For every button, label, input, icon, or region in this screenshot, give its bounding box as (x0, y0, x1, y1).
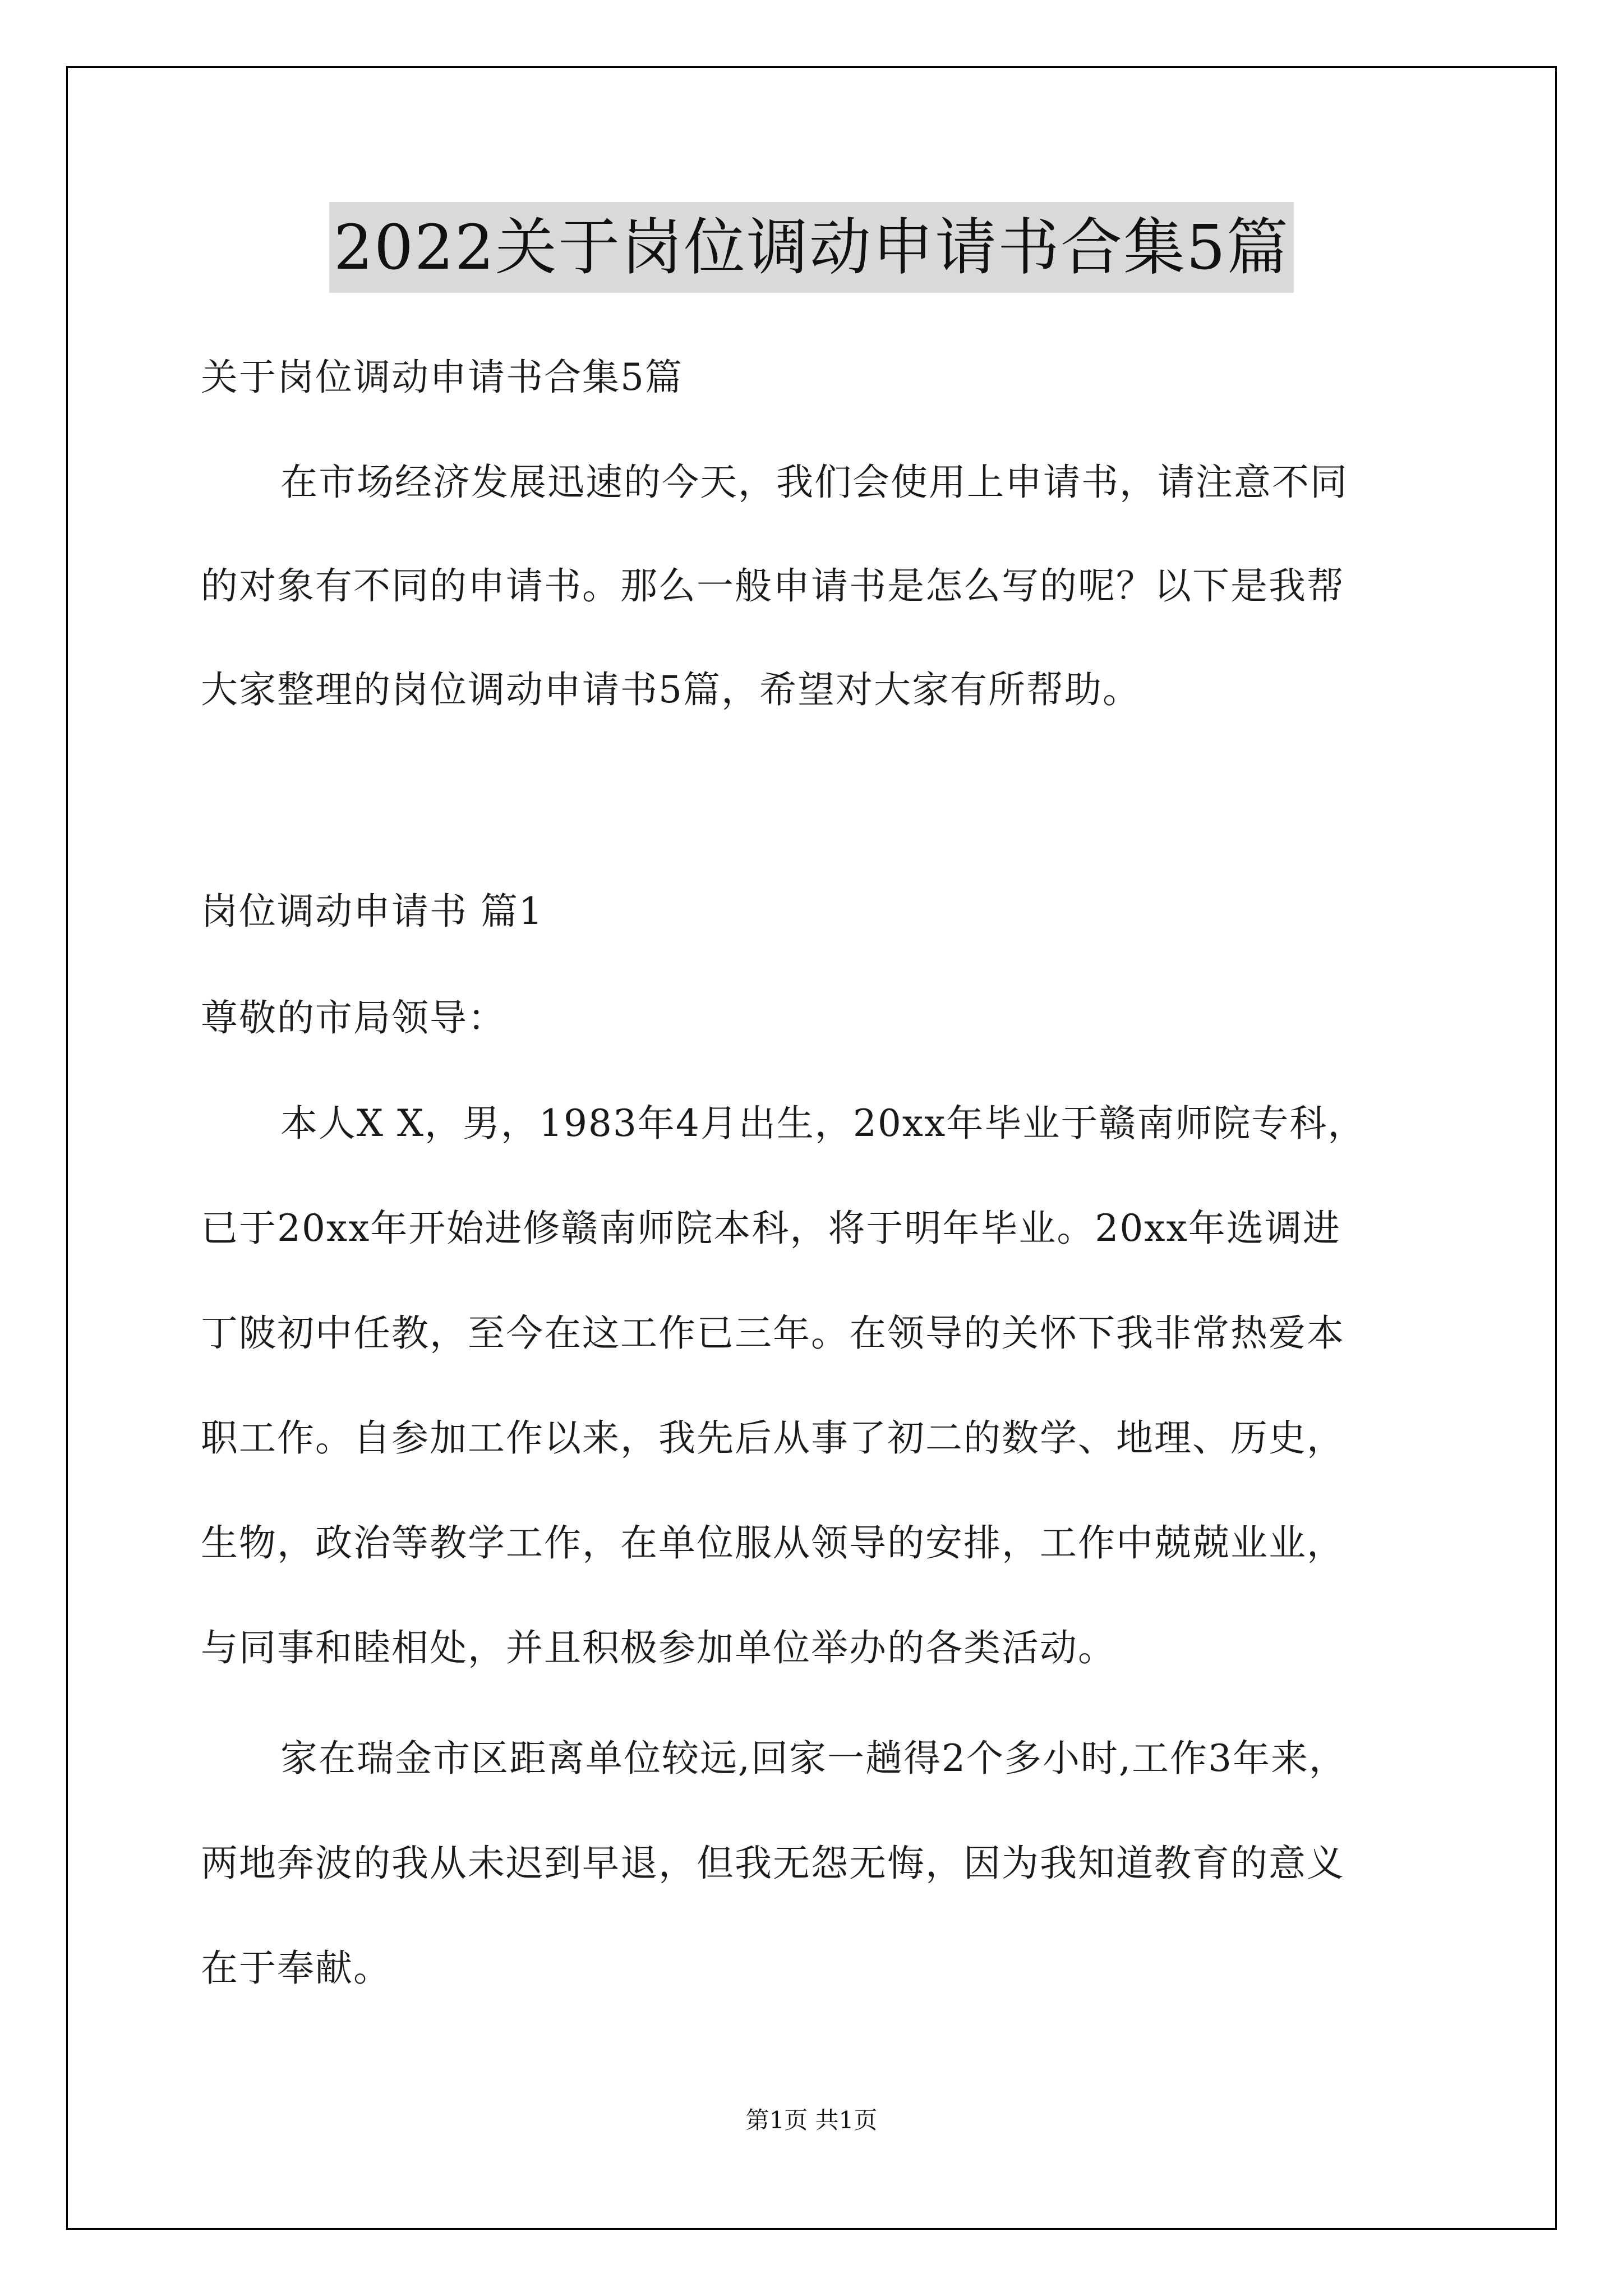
paragraph1-line-4: 职工作。自参加工作以来，我先后从事了初二的数学、地理、历史， (201, 1416, 1345, 1460)
paragraph1-line-2: 已于20xx年开始进修赣南师院本科，将于明年毕业。20xx年选调进 (201, 1207, 1341, 1250)
paragraph1-line-3: 丁陂初中任教，至今在这工作已三年。在领导的关怀下我非常热爱本 (201, 1312, 1345, 1355)
paragraph2-line-3: 在于奉献。 (201, 1947, 391, 1990)
paragraph2-line-1: 家在瑞金市区距离单位较远,回家一趟得2个多小时,工作3年来， (280, 1737, 1347, 1780)
document-subtitle: 关于岗位调动申请书合集5篇 (201, 356, 683, 399)
paragraph1-line-6: 与同事和睦相处，并且积极参加单位举办的各类活动。 (201, 1626, 1116, 1669)
paragraph2-line-2: 两地奔波的我从未迟到早退，但我无怨无悔，因为我知道教育的意义 (201, 1842, 1345, 1885)
page-number-footer: 第1页 共1页 (745, 2106, 878, 2134)
paragraph1-line-1: 本人X X，男，1983年4月出生，20xx年毕业于赣南师院专科， (280, 1102, 1366, 1145)
section-heading: 岗位调动申请书 篇1 (201, 890, 543, 933)
intro-line-3: 大家整理的岗位调动申请书5篇，希望对大家有所帮助。 (201, 668, 1141, 711)
paragraph1-line-5: 生物，政治等教学工作，在单位服从领导的安排，工作中兢兢业业， (201, 1521, 1345, 1565)
intro-line-2: 的对象有不同的申请书。那么一般申请书是怎么写的呢？以下是我帮 (201, 564, 1345, 608)
salutation: 尊敬的市局领导： (201, 996, 506, 1039)
title-container (0, 202, 1623, 293)
document-title: 2022关于岗位调动申请书合集5篇 (329, 202, 1294, 293)
intro-line-1: 在市场经济发展迅速的今天，我们会使用上申请书，请注意不同 (280, 461, 1348, 504)
